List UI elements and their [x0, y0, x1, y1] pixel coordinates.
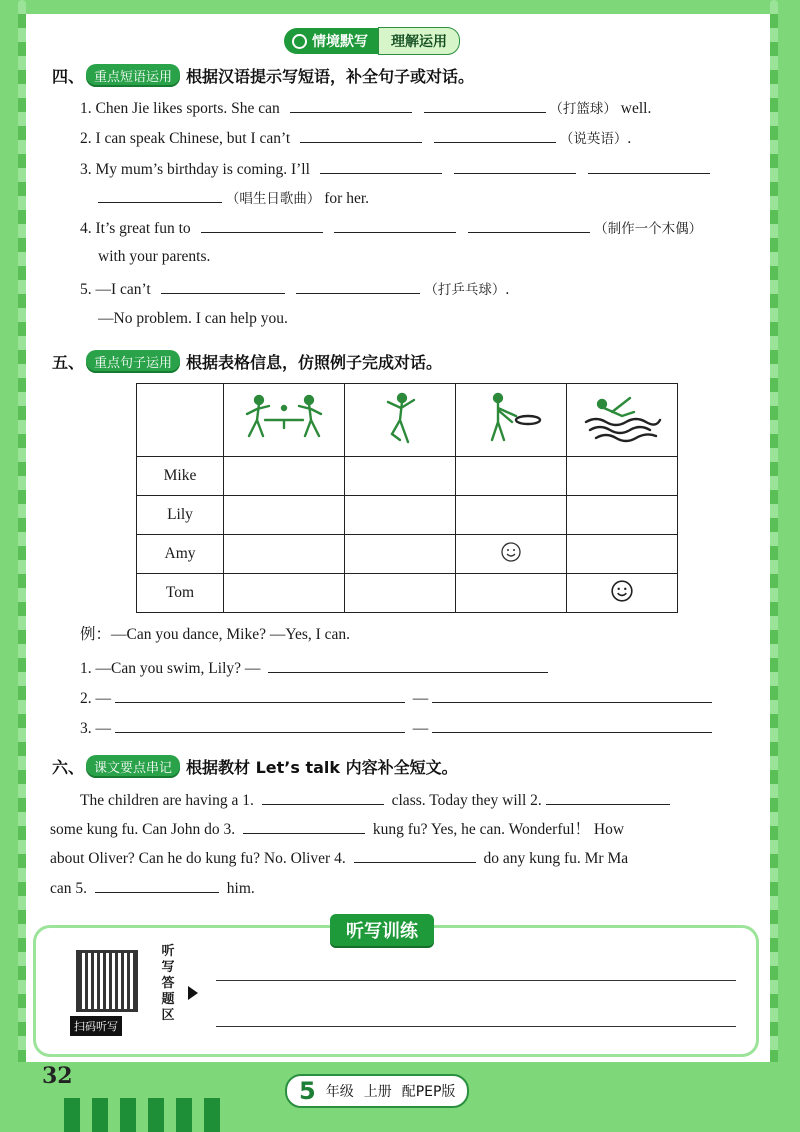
table-cell: [345, 574, 456, 613]
grade-badge: 5 年级 上册 配PEP版: [285, 1074, 469, 1108]
decorative-stripes: [64, 1098, 224, 1132]
answer-blank[interactable]: [320, 157, 442, 174]
table-cell: [345, 496, 456, 535]
sec6-line-3: about Oliver? Can he do kung fu? No. Oliver 4. do any kung fu. Mr Ma: [50, 846, 628, 869]
top-banner: [284, 28, 460, 54]
sec6-line-4: can 5. him.: [50, 876, 255, 899]
answer-blank[interactable]: [95, 876, 219, 893]
sec4-q2: 2. I can speak Chinese, but I can’t （说英语）.: [80, 126, 631, 149]
headphone-icon: [292, 34, 307, 49]
table-cell: [224, 496, 345, 535]
table-cell: [345, 457, 456, 496]
row-label: Tom: [137, 574, 224, 613]
sec6-line-1: The children are having a 1. class. Today they will 2.: [80, 788, 670, 811]
table-cell: [567, 457, 678, 496]
answer-blank[interactable]: [588, 157, 710, 174]
sec5-q2: 2. — —: [80, 686, 712, 709]
sec5-q3: 3. — —: [80, 716, 712, 739]
sec4-q1: 1. Chen Jie likes sports. She can （打篮球） well.: [80, 96, 651, 119]
dictation-title: 听写训练: [330, 914, 434, 946]
smiley-face-icon: [610, 579, 634, 603]
sec4-q5: 5. —I can’t （打乒乓球）.: [80, 277, 509, 300]
row-label: Lily: [137, 496, 224, 535]
answer-blank[interactable]: [98, 186, 222, 203]
arrow-right-icon: [188, 986, 198, 1000]
sec4-q3: 3. My mum’s birthday is coming. I’ll: [80, 157, 710, 180]
table-cell: [224, 574, 345, 613]
sec6-line-2: some kung fu. Can John do 3. kung fu? Yes, he can. Wonderful！ How: [50, 817, 624, 840]
answer-blank[interactable]: [354, 846, 476, 863]
page-number: 32: [42, 1063, 73, 1089]
smiley-face-icon: [500, 541, 522, 563]
table-cell: [456, 496, 567, 535]
answer-blank[interactable]: [201, 216, 323, 233]
answer-blank[interactable]: [300, 126, 422, 143]
section-6-header: 六、 课文要点串记 根据教材 Let’s talk 内容补全短文。: [52, 755, 458, 778]
answer-blank[interactable]: [290, 96, 412, 113]
table-corner: [137, 384, 224, 457]
table-cell: [345, 535, 456, 574]
answer-blank[interactable]: [296, 277, 420, 294]
table-cell: [224, 535, 345, 574]
sec4-q4: 4. It’s great fun to （制作一个木偶）: [80, 216, 702, 239]
row-label: Amy: [137, 535, 224, 574]
sec4-q5-reply: —No problem. I can help you.: [98, 310, 288, 327]
dictation-box: [36, 928, 756, 1054]
table-cell: [224, 457, 345, 496]
sec5-q1: 1. —Can you swim, Lily? —: [80, 656, 548, 679]
banner-right: 理解运用: [378, 27, 460, 55]
table-cell: [567, 496, 678, 535]
answer-blank[interactable]: [161, 277, 285, 294]
answer-blank[interactable]: [468, 216, 590, 233]
section-5-tag: 重点句子运用: [86, 350, 180, 373]
section-4-tag: 重点短语运用: [86, 64, 180, 87]
section-5-header: 五、 重点句子运用 根据表格信息，仿照例子完成对话。: [52, 350, 442, 373]
answer-blank[interactable]: [262, 788, 384, 805]
answer-blank[interactable]: [115, 686, 405, 703]
dance-icon: [345, 384, 456, 457]
answer-blank[interactable]: [268, 656, 548, 673]
sec4-q4-cont: with your parents.: [98, 248, 211, 265]
table-cell: [456, 457, 567, 496]
writing-line[interactable]: [216, 980, 736, 981]
cooking-icon: [456, 384, 567, 457]
table-cell: [456, 535, 567, 574]
ping-pong-icon: [224, 384, 345, 457]
answer-blank[interactable]: [432, 716, 712, 733]
answer-blank[interactable]: [334, 216, 456, 233]
answer-blank[interactable]: [424, 96, 546, 113]
answer-blank[interactable]: [454, 157, 576, 174]
table-cell: [456, 574, 567, 613]
answer-blank[interactable]: [115, 716, 405, 733]
writing-line[interactable]: [216, 1026, 736, 1027]
row-label: Mike: [137, 457, 224, 496]
answer-blank[interactable]: [432, 686, 712, 703]
section-6-tag: 课文要点串记: [86, 755, 180, 778]
scan-label: 扫码听写: [70, 1016, 122, 1036]
qr-code-icon[interactable]: [76, 950, 138, 1012]
answer-area-label: 听写答题区: [161, 944, 175, 1023]
table-cell: [567, 535, 678, 574]
sec5-example: 例：—Can you dance, Mike? —Yes, I can.: [80, 626, 351, 643]
sec4-q3-cont: （唱生日歌曲） for her.: [98, 186, 369, 209]
answer-blank[interactable]: [243, 817, 365, 834]
swim-icon: [567, 384, 678, 457]
table-cell: [567, 574, 678, 613]
section-4-header: 四、 重点短语运用 根据汉语提示写短语，补全句子或对话。: [52, 64, 474, 87]
answer-blank[interactable]: [546, 788, 670, 805]
answer-blank[interactable]: [434, 126, 556, 143]
banner-left: 情境默写: [284, 28, 378, 54]
activity-table: [136, 383, 678, 613]
